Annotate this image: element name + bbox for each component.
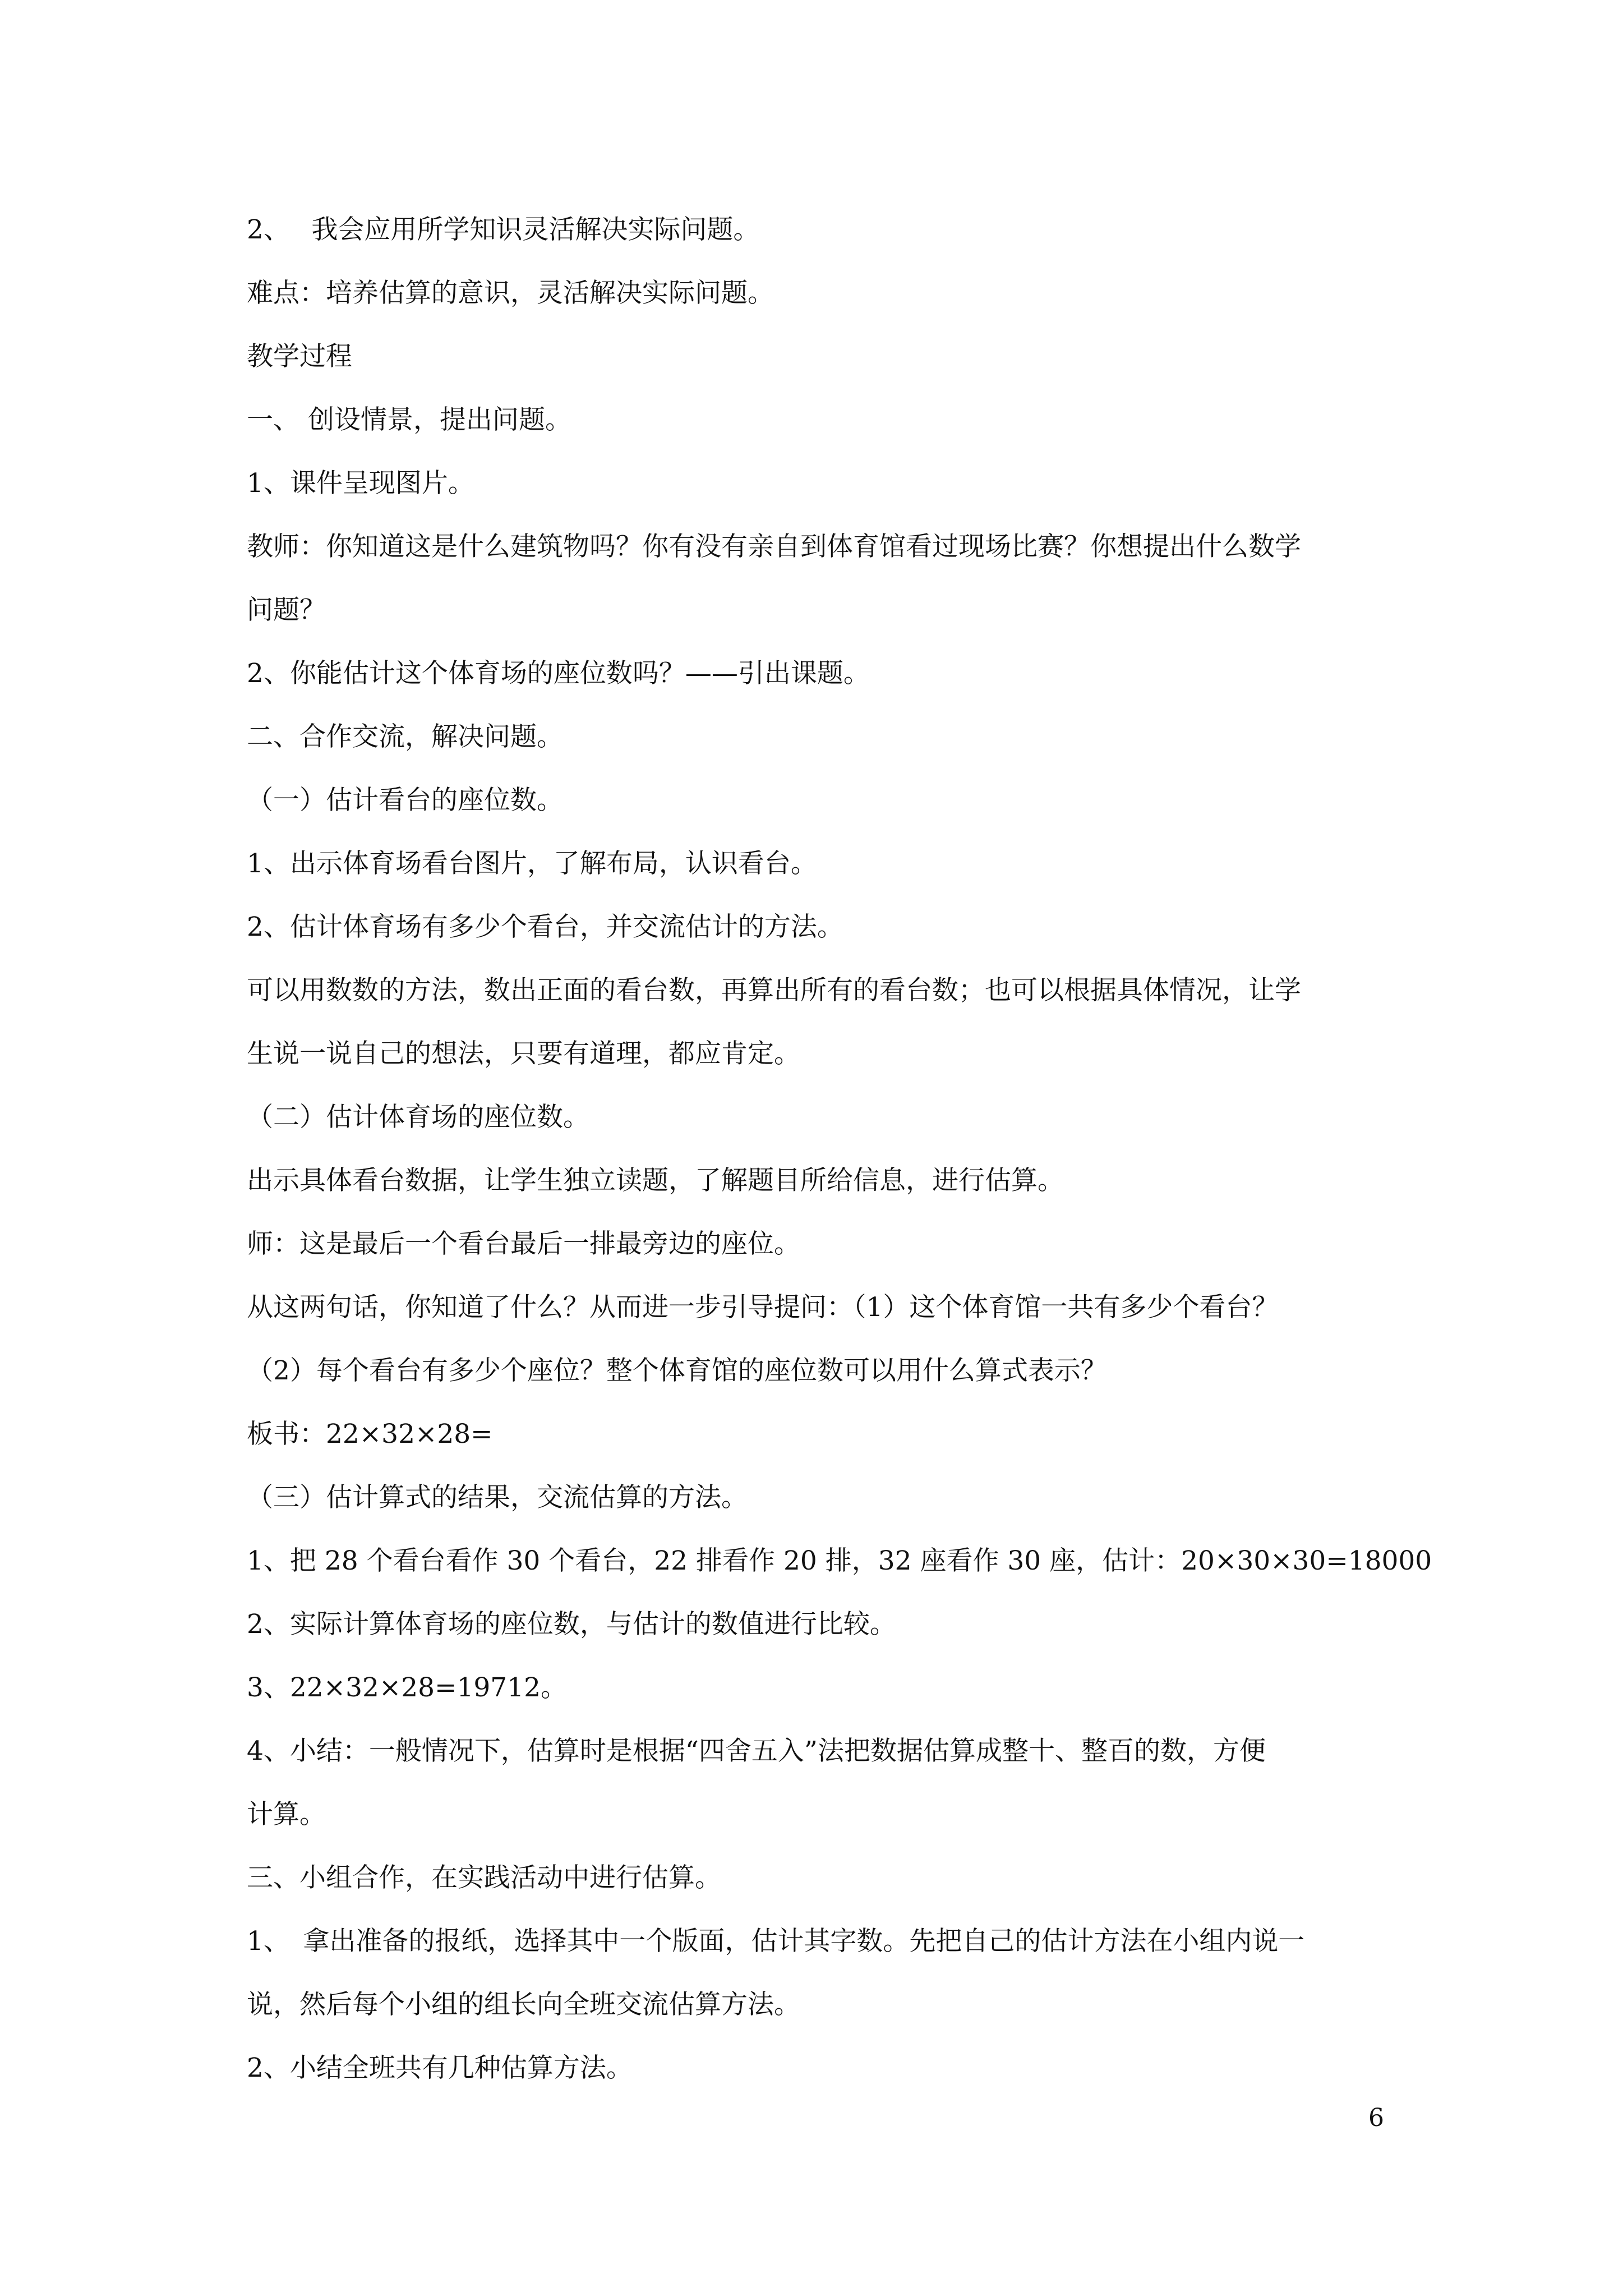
text-line: 4、小结：一般情况下，估算时是根据“四舍五入”法把数据估算成整十、整百的数，方便	[247, 1736, 1266, 1766]
text-line: 1、把 28 个看台看作 30 个看台，22 排看作 20 排，32 座看作 30 座，估计：20×30×30=18000	[247, 1545, 1432, 1576]
text-line: 从这两句话，你知道了什么？从而进一步引导提问：（1）这个体育馆一共有多少个看台？	[247, 1292, 1279, 1323]
section-heading: 教学过程	[247, 341, 352, 372]
subsection-heading: （二）估计体育场的座位数。	[247, 1102, 589, 1133]
text-line: 教师：你知道这是什么建筑物吗？你有没有亲自到体育馆看过现场比赛？你想提出什么数学	[247, 531, 1301, 562]
text-line: 出示具体看台数据，让学生独立读题，了解题目所给信息，进行估算。	[247, 1165, 1064, 1196]
section-heading: 二、合作交流，解决问题。	[247, 721, 563, 752]
subsection-heading: （一）估计看台的座位数。	[247, 785, 563, 816]
text-line: 2、小结全班共有几种估算方法。	[247, 2053, 633, 2083]
text-line: 1、课件呈现图片。	[247, 468, 474, 499]
text-line: 难点：培养估算的意识，灵活解决实际问题。	[247, 278, 774, 309]
text-line: 3、22×32×28=19712。	[247, 1672, 567, 1703]
text-line: 2、实际计算体育场的座位数，与估计的数值进行比较。	[247, 1609, 896, 1640]
text-line: 2、估计体育场有多少个看台，并交流估计的方法。	[247, 912, 843, 942]
section-heading: 一、 创设情景，提出问题。	[247, 404, 571, 435]
text-line: 说，然后每个小组的组长向全班交流估算方法。	[247, 1989, 800, 2020]
text-line: 问题？	[247, 595, 326, 625]
text-line: 可以用数数的方法，数出正面的看台数，再算出所有的看台数；也可以根据具体情况，让学	[247, 975, 1301, 1006]
text-line: 板书：22×32×28=	[247, 1419, 493, 1450]
text-line: 生说一说自己的想法，只要有道理，都应肯定。	[247, 1038, 800, 1069]
text-line: （2）每个看台有多少个座位？整个体育馆的座位数可以用什么算式表示？	[247, 1355, 1107, 1386]
text-line: 2、 我会应用所学知识灵活解决实际问题。	[247, 214, 760, 245]
text-line: 师：这是最后一个看台最后一排最旁边的座位。	[247, 1228, 800, 1259]
section-heading: 三、小组合作，在实践活动中进行估算。	[247, 1862, 721, 1893]
text-line: 1、 拿出准备的报纸，选择其中一个版面，估计其字数。先把自己的估计方法在小组内说一	[247, 1926, 1305, 1957]
page-number: 6	[1368, 2104, 1384, 2132]
subsection-heading: （三）估计算式的结果，交流估算的方法。	[247, 1482, 748, 1513]
text-line: 计算。	[247, 1799, 326, 1830]
text-line: 2、你能估计这个体育场的座位数吗？——引出课题。	[247, 658, 870, 689]
text-line: 1、出示体育场看台图片，了解布局，认识看台。	[247, 848, 817, 879]
